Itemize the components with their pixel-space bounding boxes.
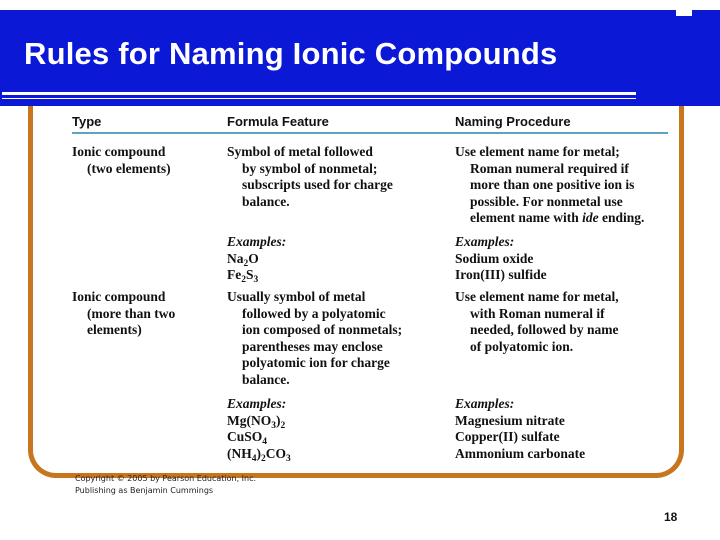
row2-naming-cell <box>455 289 619 355</box>
formula-subscript: 2 <box>280 420 286 431</box>
formula-subscript: 4 <box>262 437 268 448</box>
formula-subscript: 2 <box>261 453 266 464</box>
row2-type-line: elements) <box>87 322 142 338</box>
examples-label: Examples: <box>227 234 287 249</box>
formula-example: $Mg(NO_3)_2$ <box>227 412 286 431</box>
formula-example: CuSO$_4$ <box>227 429 268 448</box>
formula-subscript: 2 <box>243 258 249 269</box>
row1-naming-line: Use element name for metal; <box>455 144 620 159</box>
row2-formula-examples <box>227 396 291 462</box>
row2-naming-line: needed, followed by name <box>470 322 619 338</box>
naming-suffix-ide: ide <box>582 210 599 226</box>
row2-naming-line: Use element name for metal, <box>455 289 619 304</box>
formula-subscript: 3 <box>253 275 259 286</box>
formula-subscript: 3 <box>271 420 276 431</box>
row1-naming-last-line <box>455 210 644 227</box>
page-number: 18 <box>664 510 678 524</box>
row1-formula-cell <box>227 144 393 210</box>
row2-formula-line: parentheses may enclose <box>242 338 383 354</box>
row1-naming-line: Roman numeral required if <box>470 160 629 176</box>
row2-formula-cell <box>227 289 402 389</box>
row2-formula-line: balance. <box>242 371 290 387</box>
copyright-line: Copyright © 2005 by Pearson Education, Inc. <box>75 474 257 483</box>
row2-formula-line: polyatomic ion for charge <box>242 355 390 371</box>
formula-subscript: 2 <box>241 275 246 286</box>
row2-naming-line: with Roman numeral if <box>470 305 605 321</box>
row1-formula-examples <box>227 234 286 284</box>
row1-formula-line: Symbol of metal followed <box>227 144 373 159</box>
row1-type-cell <box>72 144 171 177</box>
row1-formula-line: subscripts used for charge <box>242 177 393 193</box>
header-divider <box>72 132 668 134</box>
row2-naming-line: of polyatomic ion. <box>470 338 574 354</box>
row2-formula-line: Usually symbol of metal <box>227 289 366 304</box>
title-bar-notch <box>676 10 692 16</box>
row1-type-line: Ionic compound <box>72 144 166 159</box>
copyright-notice <box>75 473 256 497</box>
naming-example: Sodium oxide <box>455 250 534 266</box>
row1-formula-line: by symbol of nonmetal; <box>242 160 378 176</box>
column-header-naming: Naming Procedure <box>455 114 571 129</box>
row1-naming-line: possible. For nonmetal use <box>470 193 623 209</box>
title-bar-tab <box>692 10 720 106</box>
row2-type-line: Ionic compound <box>72 289 166 304</box>
row2-naming-examples <box>455 396 585 462</box>
naming-text: ending. <box>598 210 645 226</box>
examples-label: Examples: <box>227 396 287 411</box>
title-underline-thin <box>2 98 636 99</box>
row2-formula-line: followed by a polyatomic <box>242 305 386 321</box>
naming-text: element name with <box>470 210 583 226</box>
row1-type-line: (two elements) <box>87 160 171 176</box>
row2-type-line: (more than two <box>87 305 176 321</box>
slide-title: Rules for Naming Ionic Compounds <box>24 36 558 71</box>
row1-formula-line: balance. <box>242 193 290 209</box>
row2-type-cell <box>72 289 175 339</box>
naming-example: Magnesium nitrate <box>455 412 565 428</box>
formula-example: $(NH_4)_2CO_3$ <box>227 445 291 464</box>
naming-example: Copper(II) sulfate <box>455 429 560 445</box>
formula-subscript: 4 <box>251 453 257 464</box>
row2-formula-line: ion composed of nonmetals; <box>242 322 403 338</box>
examples-label: Examples: <box>455 396 515 411</box>
formula-example: $Fe_2S_3$ <box>227 267 259 286</box>
naming-example: Iron(III) sulfide <box>455 267 547 283</box>
copyright-line: Publishing as Benjamin Cummings <box>75 486 214 495</box>
naming-example: Ammonium carbonate <box>455 445 586 461</box>
formula-example: $Na_2O$ <box>227 250 259 269</box>
column-header-formula: Formula Feature <box>227 114 329 129</box>
formula-subscript: 3 <box>286 453 291 464</box>
examples-label: Examples: <box>455 234 515 249</box>
title-underline <box>2 92 636 95</box>
column-header-type: Type <box>72 114 102 129</box>
row1-naming-cell <box>455 144 644 227</box>
row1-naming-examples <box>455 234 547 284</box>
row1-naming-line: more than one positive ion is <box>470 177 635 193</box>
